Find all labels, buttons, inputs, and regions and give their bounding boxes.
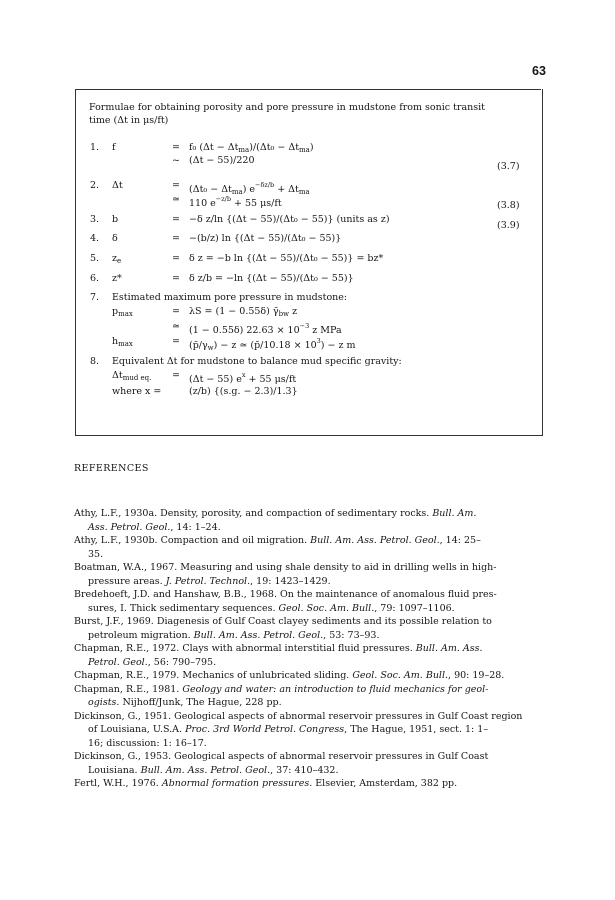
reference-line: Ass. Petrol. Geol., 14: 1–24. xyxy=(88,521,221,533)
equation-reference: (3.7) xyxy=(497,161,520,172)
formula-relation: = xyxy=(172,370,180,381)
formula-relation: = xyxy=(172,336,180,347)
formula-relation: = xyxy=(172,214,180,225)
formula-expression: (z/b) {(s.g. − 2.3)/1.3} xyxy=(189,386,298,397)
formula-expression: δ z/b = −ln {(Δt − 55)/(Δt₀ − 55)} xyxy=(189,273,354,284)
formula-number: 7. xyxy=(90,292,100,303)
formula-number: 2. xyxy=(90,180,100,191)
reference-line: Fertl, W.H., 1976. Abnormal formation pressures. Elsevier, Amsterdam, 382 pp. xyxy=(74,778,458,789)
reference-line: Bredehoeft, J.D. and Hanshaw, B.B., 1968. On the maintenance of anomalous fluid pres- xyxy=(74,589,497,600)
equation-reference: (3.8) xyxy=(497,200,520,211)
formula-expression: δ z = −b ln {(Δt − 55)/(Δt₀ − 55)} = bz* xyxy=(189,253,384,264)
formula-relation: = xyxy=(172,180,180,191)
page-number: 63 xyxy=(532,64,546,78)
formula-box-caption: Formulae for obtaining porosity and pore pressure in mudstone from sonic transit xyxy=(89,102,485,113)
formula-number: 5. xyxy=(90,253,100,264)
formula-relation: ≃ xyxy=(172,321,180,332)
reference-line: pressure areas. J. Petrol. Technol., 19: 1423–1429. xyxy=(88,575,331,587)
formula-number: 4. xyxy=(90,233,100,244)
formula-symbol: $h_{max}$ xyxy=(112,336,133,348)
formula-relation: = xyxy=(172,142,180,153)
formula-expression: $(p̄/\gamma_w) - z$ ≃ (p̄/10.18 × $10^3) - z$ m xyxy=(189,337,356,352)
reference-line: Dickinson, G., 1953. Geological aspects of abnormal reservoir pressures in Gulf Coast xyxy=(74,751,489,762)
formula-symbol: $p_{max}$ xyxy=(112,306,133,318)
reference-line: Dickinson, G., 1951. Geological aspects of abnormal reservoir pressures in Gulf Coast region xyxy=(74,710,523,722)
formula-relation: = xyxy=(172,306,180,317)
reference-line: Chapman, R.E., 1981. Geology and water: an introduction to fluid mechanics for geol- xyxy=(74,683,489,695)
references-heading: REFERENCES xyxy=(74,463,149,474)
formula-symbol: $\Delta t_{mud eq.}$ xyxy=(112,370,152,382)
reference-line: Boatman, W.A., 1967. Measuring and using shale density to aid in drilling wells in high- xyxy=(74,562,497,573)
reference-line: Louisiana. Bull. Am. Ass. Petrol. Geol., 37: 410–432. xyxy=(88,764,339,776)
reference-line: Chapman, R.E., 1972. Clays with abnormal interstitial fluid pressures. Bull. Am. Ass. xyxy=(74,643,483,654)
formula-expression: (Δt − 55)/220 xyxy=(189,155,255,166)
equation-reference: (3.9) xyxy=(497,220,520,231)
reference-line: 35. xyxy=(88,548,104,560)
references-list xyxy=(74,507,544,791)
formula-symbol: Estimated maximum pore pressure in mudstone: xyxy=(112,292,348,303)
formula-symbol: f xyxy=(112,142,116,153)
reference-line: sures, I. Thick sedimentary sequences. Geol. Soc. Am. Bull., 79: 1097–1106. xyxy=(88,602,455,614)
formula-box-caption-units: time (Δt in μs/ft) xyxy=(89,115,169,126)
reference-line: petroleum migration. Bull. Am. Ass. Petrol. Geol., 53: 73–93. xyxy=(88,629,380,641)
reference-line: Burst, J.F., 1969. Diagenesis of Gulf Coast clayey sediments and its possible relation to xyxy=(74,616,492,627)
formula-symbol: Equivalent Δt for mudstone to balance mud specific gravity: xyxy=(112,356,402,367)
formula-expression: −δ z/ln {(Δt − 55)/(Δt₀ − 55)} (units as z) xyxy=(189,214,390,225)
formula-expression: $(\Delta t_0 - \Delta t_{ma})$ $e^{-\delta z/b} + \Delta t_{ma}$ xyxy=(189,181,310,196)
formula-symbol: δ xyxy=(112,233,118,244)
formula-number: 1. xyxy=(90,142,100,153)
formula-symbol: $z_e$ xyxy=(112,253,122,265)
formula-relation: = xyxy=(172,253,180,264)
formula-relation: = xyxy=(172,233,180,244)
formula-symbol: where x = xyxy=(112,386,162,397)
reference-line: Petrol. Geol., 56: 790–795. xyxy=(88,656,217,668)
formula-expression: (Δt − 55) $e^x + 55$ μs/ft xyxy=(189,371,297,385)
formula-expression: −(b/z) ln {(Δt − 55)/(Δt₀ − 55)} xyxy=(189,233,342,244)
formula-relation: = xyxy=(172,273,180,284)
formula-symbol: b xyxy=(112,214,119,225)
formula-expression: (1 − 0.55δ) $22.63 \times 10^{-3}$ z MPa xyxy=(189,322,342,336)
formula-relation: ≃ xyxy=(172,194,180,205)
reference-line: Athy, L.F., 1930a. Density, porosity, and compaction of sedimentary rocks. Bull. Am. xyxy=(74,508,477,519)
reference-line: 16; discussion: 1: 16–17. xyxy=(88,737,207,749)
reference-line: Athy, L.F., 1930b. Compaction and oil migration. Bull. Am. Ass. Petrol. Geol., 14: 25– xyxy=(74,535,481,546)
formula-relation: ~ xyxy=(172,155,180,166)
formula-number: 3. xyxy=(90,214,100,225)
reference-line: Chapman, R.E., 1979. Mechanics of unlubricated sliding. Geol. Soc. Am. Bull., 90: 19–28. xyxy=(74,670,505,681)
reference-line: of Louisiana, U.S.A. Proc. 3rd World Petrol. Congress, The Hague, 1951, sect. 1: 1– xyxy=(88,724,489,735)
formula-expression: λS = (1 − 0.55δ) $\gammā_{bw}$ z xyxy=(189,306,298,318)
formula-symbol: z* xyxy=(112,273,122,284)
formula-expression: 110 $e^{-z/b} + 55$ μs/ft xyxy=(189,195,282,209)
formula-expression: f₀ $(\Delta t - \Delta t_{ma})/(\Delta t_0 - \Delta t_{ma})$ xyxy=(189,142,314,154)
reference-line: ogists. Nijhoff/Junk, The Hague, 228 pp. xyxy=(88,697,282,708)
formula-number: 6. xyxy=(90,273,100,284)
formula-number: 8. xyxy=(90,356,100,367)
formula-symbol: Δt xyxy=(112,180,123,191)
